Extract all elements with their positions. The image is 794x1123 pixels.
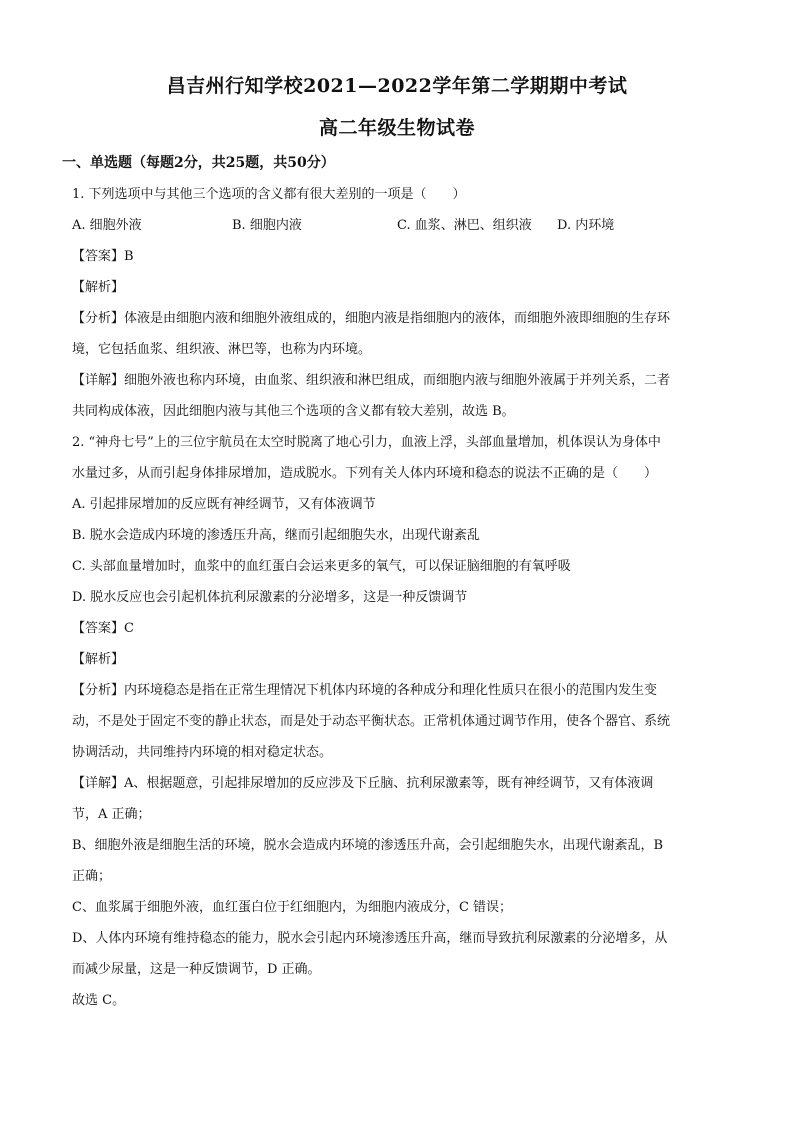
question-1-fenxi-line-1: 【分析】体液是由细胞内液和细胞外液组成的，细胞内液是指细胞内的液体，而细胞外液即细胞的生存环 [72, 311, 671, 326]
question-2-option-b: B. 脱水会造成内环境的渗透压升高，继而引起细胞失水，出现代谢紊乱 [72, 528, 480, 543]
question-1-fenxi-line-2: 境，它包括血浆、组织液、淋巴等，也称为内环境。 [72, 342, 372, 357]
question-2-fenxi-line-1: 【分析】内环境稳态是指在正常生理情况下机体内环境的各种成分和理化性质只在很小的范围内发生变 [72, 683, 658, 698]
question-1-xiangjie-line-1: 【详解】细胞外液也称内环境，由血浆、组织液和淋巴组成，而细胞内液与细胞外液属于并列关系，二者 [72, 373, 671, 388]
question-2-option-c: C. 头部血量增加时，血浆中的血红蛋白会运来更多的氧气，可以保证脑细胞的有氧呼吸 [72, 559, 571, 574]
question-1-option-b: B. 细胞内液 [232, 218, 302, 233]
question-2-xiangjie-d-line-1: D、人体内环境有维持稳态的能力，脱水会引起内环境渗透压升高，继而导致抗利尿激素的分泌增多，从 [72, 931, 668, 946]
question-2-xiangjie-d-line-2: 而减少尿量，这是一种反馈调节，D 正确。 [72, 962, 321, 977]
question-2-analysis-label: 【解析】 [72, 652, 125, 667]
question-2-xiangjie-a-line-1: 【详解】A、根据题意，引起排尿增加的反应涉及下丘脑、抗利尿激素等，既有神经调节，又有体液调 [72, 776, 654, 791]
question-1-answer: 【答案】B [72, 249, 134, 264]
section-heading: 一、单选题（每题2分，共25题，共50分） [62, 155, 335, 171]
question-1-analysis-label: 【解析】 [72, 280, 125, 295]
question-2-conclusion: 故选 C。 [72, 993, 126, 1008]
exam-subtitle: 高二年级生物试卷 [318, 117, 475, 139]
question-1-xiangjie-line-2: 共同构成体液，因此细胞内液与其他三个选项的含义都有较大差别，故选 B。 [72, 404, 515, 419]
question-2-xiangjie-b-line-1: B、细胞外液是细胞生活的环境，脱水会造成内环境的渗透压升高，会引起细胞失水，出现代谢紊乱，B [72, 838, 664, 853]
question-2-fenxi-line-2: 动，不是处于固定不变的静止状态，而是处于动态平衡状态。正常机体通过调节作用，使各个器官、系统 [72, 714, 671, 729]
question-1-options [72, 210, 672, 241]
question-2-fenxi-line-3: 协调活动，共同维持内环境的相对稳定状态。 [72, 745, 333, 760]
question-2-xiangjie-a-line-2: 节，A 正确； [72, 807, 151, 822]
question-2-option-d: D. 脱水反应也会引起机体抗利尿激素的分泌增多，这是一种反馈调节 [72, 590, 468, 605]
question-1-option-d: D. 内环境 [557, 218, 615, 233]
question-2-answer: 【答案】C [72, 621, 134, 636]
question-1-option-a: A. 细胞外液 [72, 218, 142, 233]
question-2-xiangjie-b-line-2: 正确； [72, 869, 112, 884]
question-2-xiangjie-c: C、血浆属于细胞外液，血红蛋白位于红细胞内，为细胞内液成分，C 错误； [72, 900, 513, 915]
question-1-stem: 1. 下列选项中与其他三个选项的含义都有很大差别的一项是（ ） [72, 187, 466, 202]
question-1-option-c: C. 血浆、淋巴、组织液 [397, 218, 532, 233]
question-2-option-a: A. 引起排尿增加的反应既有神经调节，又有体液调节 [72, 497, 376, 512]
exam-content [62, 148, 720, 1016]
question-2-stem-line-2: 水量过多，从而引起身体排尿增加，造成脱水。下列有关人体内环境和稳态的说法不正确的是（ ） [72, 466, 658, 481]
question-2-stem-line-1: 2. “神舟七号”上的三位宇航员在太空时脱离了地心引力，血液上浮，头部血量增加，机体误认为身体中 [72, 435, 661, 450]
exam-title: 昌吉州行知学校2021—2022学年第二学期期中考试 [166, 75, 628, 97]
